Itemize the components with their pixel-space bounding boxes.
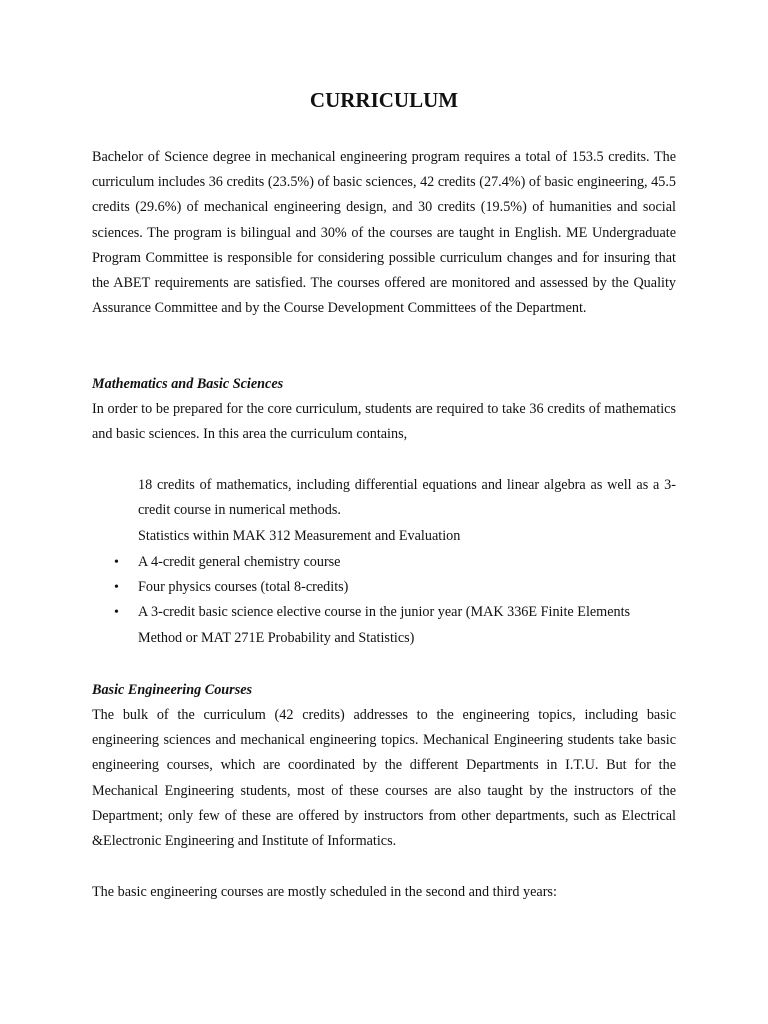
intro-paragraph: Bachelor of Science degree in mechanical engineering program requires a total of 153.5 credits. The curriculum includes 36 credits (23.5%) of basic sciences, 42 credits (27.4%) of basic engineering, 45.5 credits (29.6%) of mechanical engineering design, and 30 credits (19.5%) of humanities and social sciences. The program is bilingual and 30% of the courses are taught in English. ME Undergraduate Program Committee is responsible for considering possible curriculum changes and for insuring that the ABET requirements are satisfied. The courses offered are monitored and assessed by the Quality Assurance Committee and by the Course Development Committees of the Department. <box>92 149 676 317</box>
bullet-icon: • <box>114 580 119 596</box>
bullet-icon: • <box>114 605 119 621</box>
list-item <box>92 550 676 575</box>
statistics-line: Statistics within MAK 312 Measurement and Evaluation <box>138 528 461 544</box>
math-section-heading: Mathematics and Basic Sciences <box>92 376 284 392</box>
list-item <box>92 575 676 600</box>
list-item-text: A 4-credit general chemistry course <box>138 554 341 570</box>
engineering-section-heading: Basic Engineering Courses <box>92 682 253 698</box>
bullet-icon: • <box>114 555 119 570</box>
list-item-text: A 3-credit basic science elective course in the junior year (MAK 336E Finite Elements Method or MAT 271E Probability and Statistics) <box>138 604 631 646</box>
math-section-paragraph: In order to be prepared for the core curriculum, students are required to take 36 credits of mathematics and basic sciences. In this area the curriculum contains, <box>92 401 676 443</box>
math-credits-line: 18 credits of mathematics, including differential equations and linear algebra as well as a 3-credit course in numerical methods. <box>138 477 676 519</box>
page-title: CURRICULUM <box>309 88 459 112</box>
science-course-list <box>92 550 676 651</box>
engineering-section-paragraph: The bulk of the curriculum (42 credits) addresses to the engineering topics, including basic engineering sciences and mechanical engineering topics. Mechanical Engineering students take basic engineering courses, which are coordinated by the different Departments in I.T.U. But for the Mechanical Engineering students, most of these courses are also taught by the instructors of the Department; only few of these are offered by instructors from other departments, such as Electrical &Electronic Engineering and Institute of Informatics. <box>92 707 676 850</box>
list-item <box>92 600 676 650</box>
engineering-closing-line: The basic engineering courses are mostly scheduled in the second and third years: <box>92 884 557 900</box>
list-item-text: Four physics courses (total 8-credits) <box>138 579 349 596</box>
